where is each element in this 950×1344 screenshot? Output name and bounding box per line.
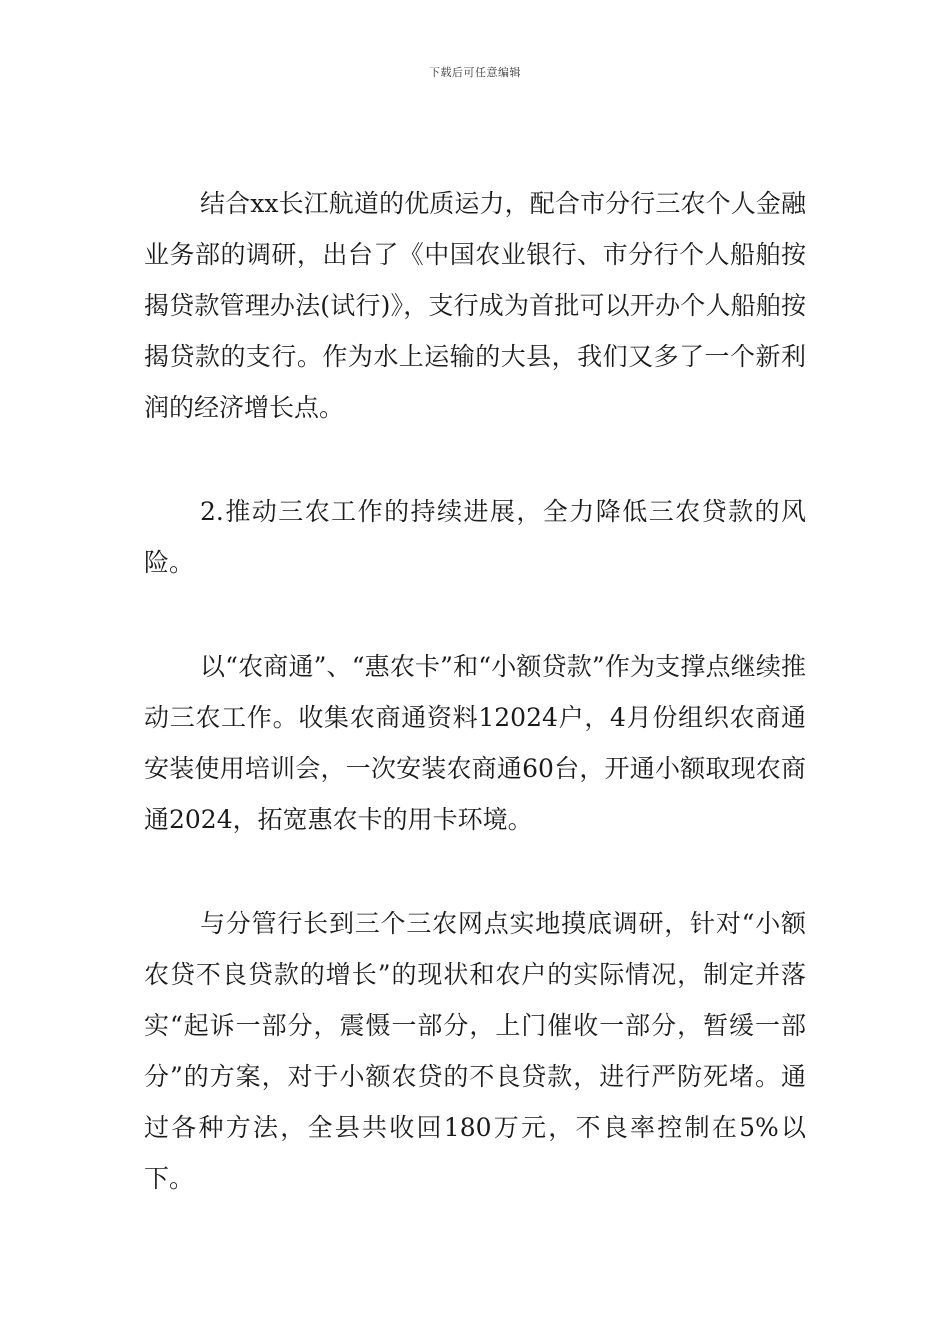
paragraph-spacer (144, 845, 806, 898)
paragraph-agri-support: 以“农商通”、“惠农卡”和“小额贷款”作为支撑点继续推动三农工作。收集农商通资料12024户，4月份组织农商通安装使用培训会，一次安装农商通60台，开通小额取现农商通2024，拓宽惠农卡的用卡环境。 (144, 652, 806, 834)
paragraph-spacer (144, 588, 806, 641)
paragraph-section-heading: 2.推动三农工作的持续进展，全力降低三农贷款的风险。 (144, 497, 806, 577)
document-body (144, 178, 806, 1204)
paragraph-spacer (144, 433, 806, 486)
paragraph-loan-recovery: 与分管行长到三个三农网点实地摸底调研，针对“小额农贷不良贷款的增长”的现状和农户的实际情况，制定并落实“起诉一部分，震慑一部分，上门催收一部分，暂缓一部分”的方案，对于小额农贷的不良贷款，进行严防死堵。通过各种方法，全县共收回180万元，不良率控制在5%以下。 (144, 909, 806, 1193)
paragraph-shipping-loans: 结合xx长江航道的优质运力，配合市分行三农个人金融业务部的调研，出台了《中国农业银行、市分行个人船舶按揭贷款管理办法(试行)》，支行成为首批可以开办个人船舶按揭贷款的支行。作为水上运输的大县，我们又多了一个新利润的经济增长点。 (144, 189, 806, 422)
page-header: 下载后可任意编辑 (429, 66, 521, 79)
